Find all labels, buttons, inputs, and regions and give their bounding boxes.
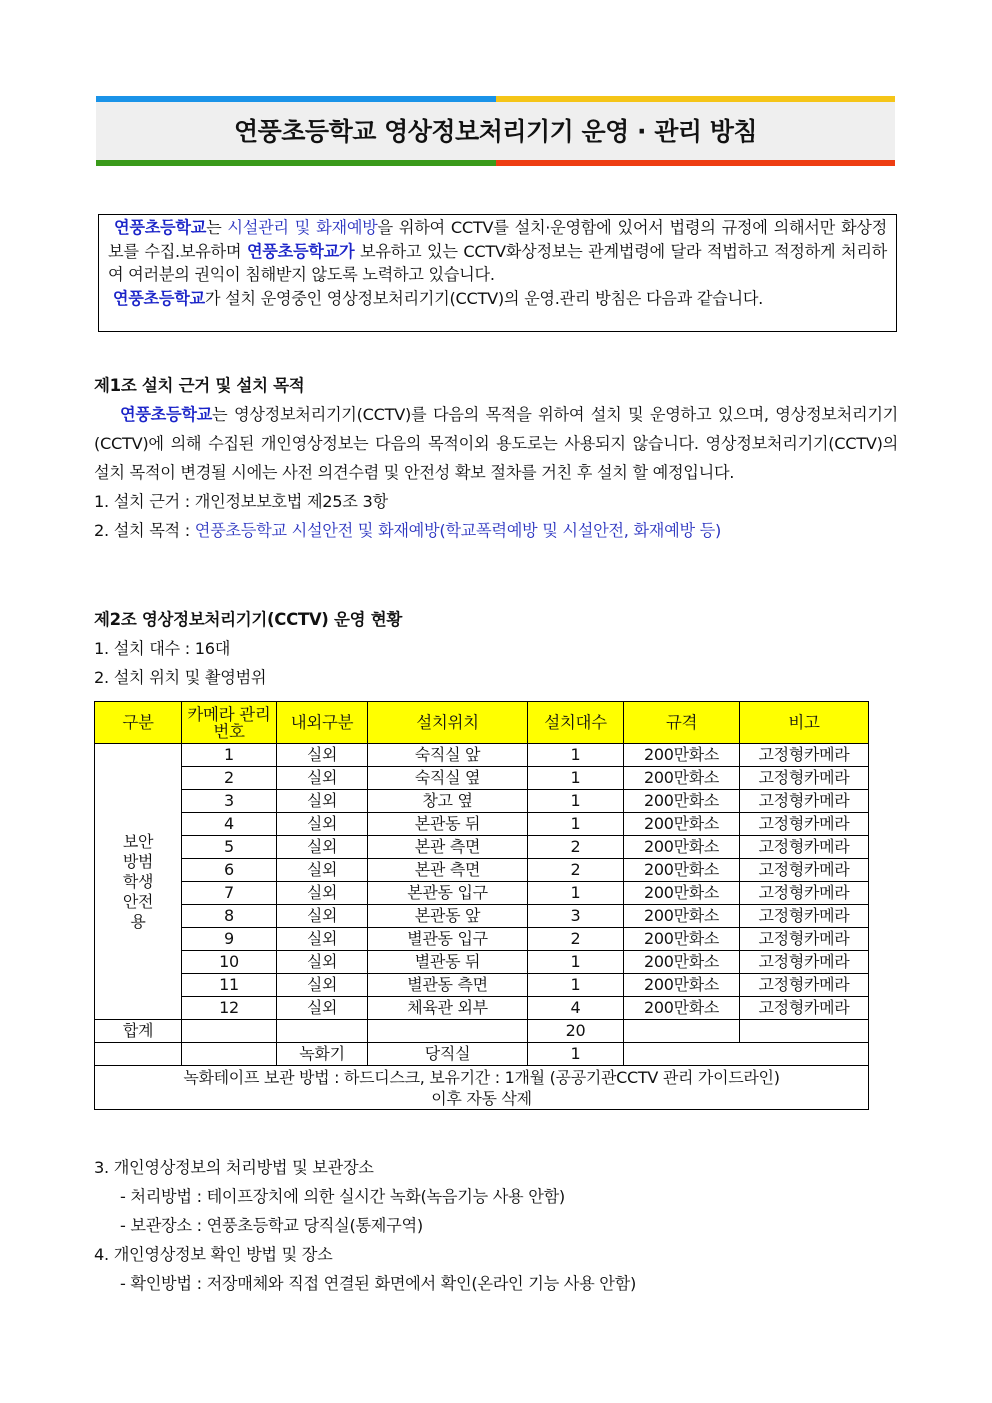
table-header-row: [95, 702, 869, 744]
article-1-item-2: 2. 설치 목적 : 연풍초등학교 시설안전 및 화재예방(학교폭력예방 및 시설안전, 화재예방 등): [94, 521, 721, 540]
article-2-item-1: 1. 설치 대수 : 16대: [94, 639, 231, 658]
intro-paragraph-1: 연풍초등학교는 시설관리 및 화재예방을 위하여 CCTV를 설치·운영함에 있어서 법령의 규정에 의해서만 화상정보를 수집.보유하며 연풍초등학교가 보유하고 있는 CCTV화상정보는 관계법령에 달라 적법하고 적정하게 처리하여 여러분의 권익이 침해받지 않도록 노력하고 있습니다.: [108, 218, 887, 284]
article-2-item-2: 2. 설치 위치 및 촬영범위: [94, 668, 267, 687]
article-1-body: 연풍초등학교는 영상정보처리기기(CCTV)를 다음의 목적을 위하여 설치 및 운영하고 있으며, 영상정보처리기기(CCTV)에 의해 수집된 개인영상정보는 다음의 목적이외 용도로는 사용되지 않습니다. 영상정보처리기기(CCTV)의 설치 목적이 변경될 시에는 사전 의견수렴 및 안전성 확보 절차를 거친 후 설치 할 예정입니다.: [94, 405, 898, 482]
article-2-item-3-sub-1: - 처리방법 : 테이프장치에 의한 실시간 녹화(녹음기능 사용 안함): [120, 1187, 565, 1206]
school-name: 연풍초등학교: [112, 288, 205, 308]
total-label: 합계: [95, 1020, 182, 1043]
article-1: [94, 372, 898, 545]
group-label: 보안 방범 학생 안전용: [95, 744, 182, 1020]
header-count: 설치대수: [528, 702, 624, 744]
header-category: 구분: [95, 702, 182, 744]
table-row: 5 실외 본관 측면 2 200만화소 고정형카메라: [95, 836, 869, 859]
article-2-item-3: 3. 개인영상정보의 처리방법 및 보관장소: [94, 1158, 374, 1177]
banner-bar-yellow: [496, 96, 895, 102]
table-row: 7 실외 본관동 입구 1 200만화소 고정형카메라: [95, 882, 869, 905]
header-in-out: 내외구분: [277, 702, 368, 744]
title-banner: [96, 96, 895, 166]
table-row: 8 실외 본관동 앞 3 200만화소 고정형카메라: [95, 905, 869, 928]
table-row: 10 실외 별관동 뒤 1 200만화소 고정형카메라: [95, 951, 869, 974]
recorder-count: 1: [528, 1043, 624, 1066]
table-row: 9 실외 별관동 입구 2 200만화소 고정형카메라: [95, 928, 869, 951]
banner-bar-green: [96, 160, 496, 166]
article-2-item-3-sub-2: - 보관장소 : 연풍초등학교 당직실(통제구역): [120, 1216, 423, 1235]
article-1-item-1: 1. 설치 근거 : 개인정보보호법 제25조 3항: [94, 492, 388, 511]
article-2-continued: [94, 1153, 898, 1298]
recorder-type: 녹화기: [277, 1043, 368, 1066]
article-2-item-4: 4. 개인영상정보 확인 방법 및 장소: [94, 1245, 333, 1264]
school-name: 연풍초등학교: [114, 218, 207, 237]
storage-note-row: [95, 1066, 869, 1110]
school-name: 연풍초등학교가: [246, 241, 355, 261]
article-2: [94, 606, 898, 692]
header-note: 비고: [740, 702, 869, 744]
table-row: 4 실외 본관동 뒤 1 200만화소 고정형카메라: [95, 813, 869, 836]
total-count: 20: [528, 1020, 624, 1043]
header-location: 설치위치: [368, 702, 528, 744]
header-camera-no: 카메라 관리번호: [182, 702, 277, 744]
table-row: 12 실외 체육관 외부 4 200만화소 고정형카메라: [95, 997, 869, 1020]
intro-box: [98, 214, 897, 332]
page-title: 연풍초등학교 영상정보처리기기 운영 · 관리 방침: [233, 117, 758, 146]
table-row: 3 실외 창고 옆 1 200만화소 고정형카메라: [95, 790, 869, 813]
intro-paragraph-2: 연풍초등학교가 설치 운영중인 영상정보처리기기(CCTV)의 운영.관리 방침은 다음과 같습니다.: [112, 288, 764, 308]
purpose-highlight: 시설관리 및 화재예방: [227, 218, 378, 237]
header-spec: 규격: [624, 702, 740, 744]
storage-note: 녹화테이프 보관 방법 : 하드디스크, 보유기간 : 1개월 (공공기관CCTV 관리 가이드라인) 이후 자동 삭제: [95, 1066, 869, 1110]
article-2-item-4-sub-1: - 확인방법 : 저장매체와 직접 연결된 화면에서 확인(온라인 기능 사용 안함): [120, 1274, 636, 1293]
cctv-table: [94, 701, 869, 1110]
banner-bar-blue: [96, 96, 496, 102]
table-row: 11 실외 별관동 측면 1 200만화소 고정형카메라: [95, 974, 869, 997]
banner-bar-red: [496, 160, 895, 166]
article-1-heading: 제1조 설치 근거 및 설치 목적: [94, 376, 305, 395]
total-row: [95, 1020, 869, 1043]
table-row: 보안 방범 학생 안전용 1 실외 숙직실 앞 1 200만화소 고정형카메라: [95, 744, 869, 767]
table-row: 2 실외 숙직실 옆 1 200만화소 고정형카메라: [95, 767, 869, 790]
article-2-heading: 제2조 영상정보처리기기(CCTV) 운영 현황: [94, 610, 402, 629]
recorder-row: [95, 1043, 869, 1066]
table-row: 6 실외 본관 측면 2 200만화소 고정형카메라: [95, 859, 869, 882]
recorder-location: 당직실: [368, 1043, 528, 1066]
